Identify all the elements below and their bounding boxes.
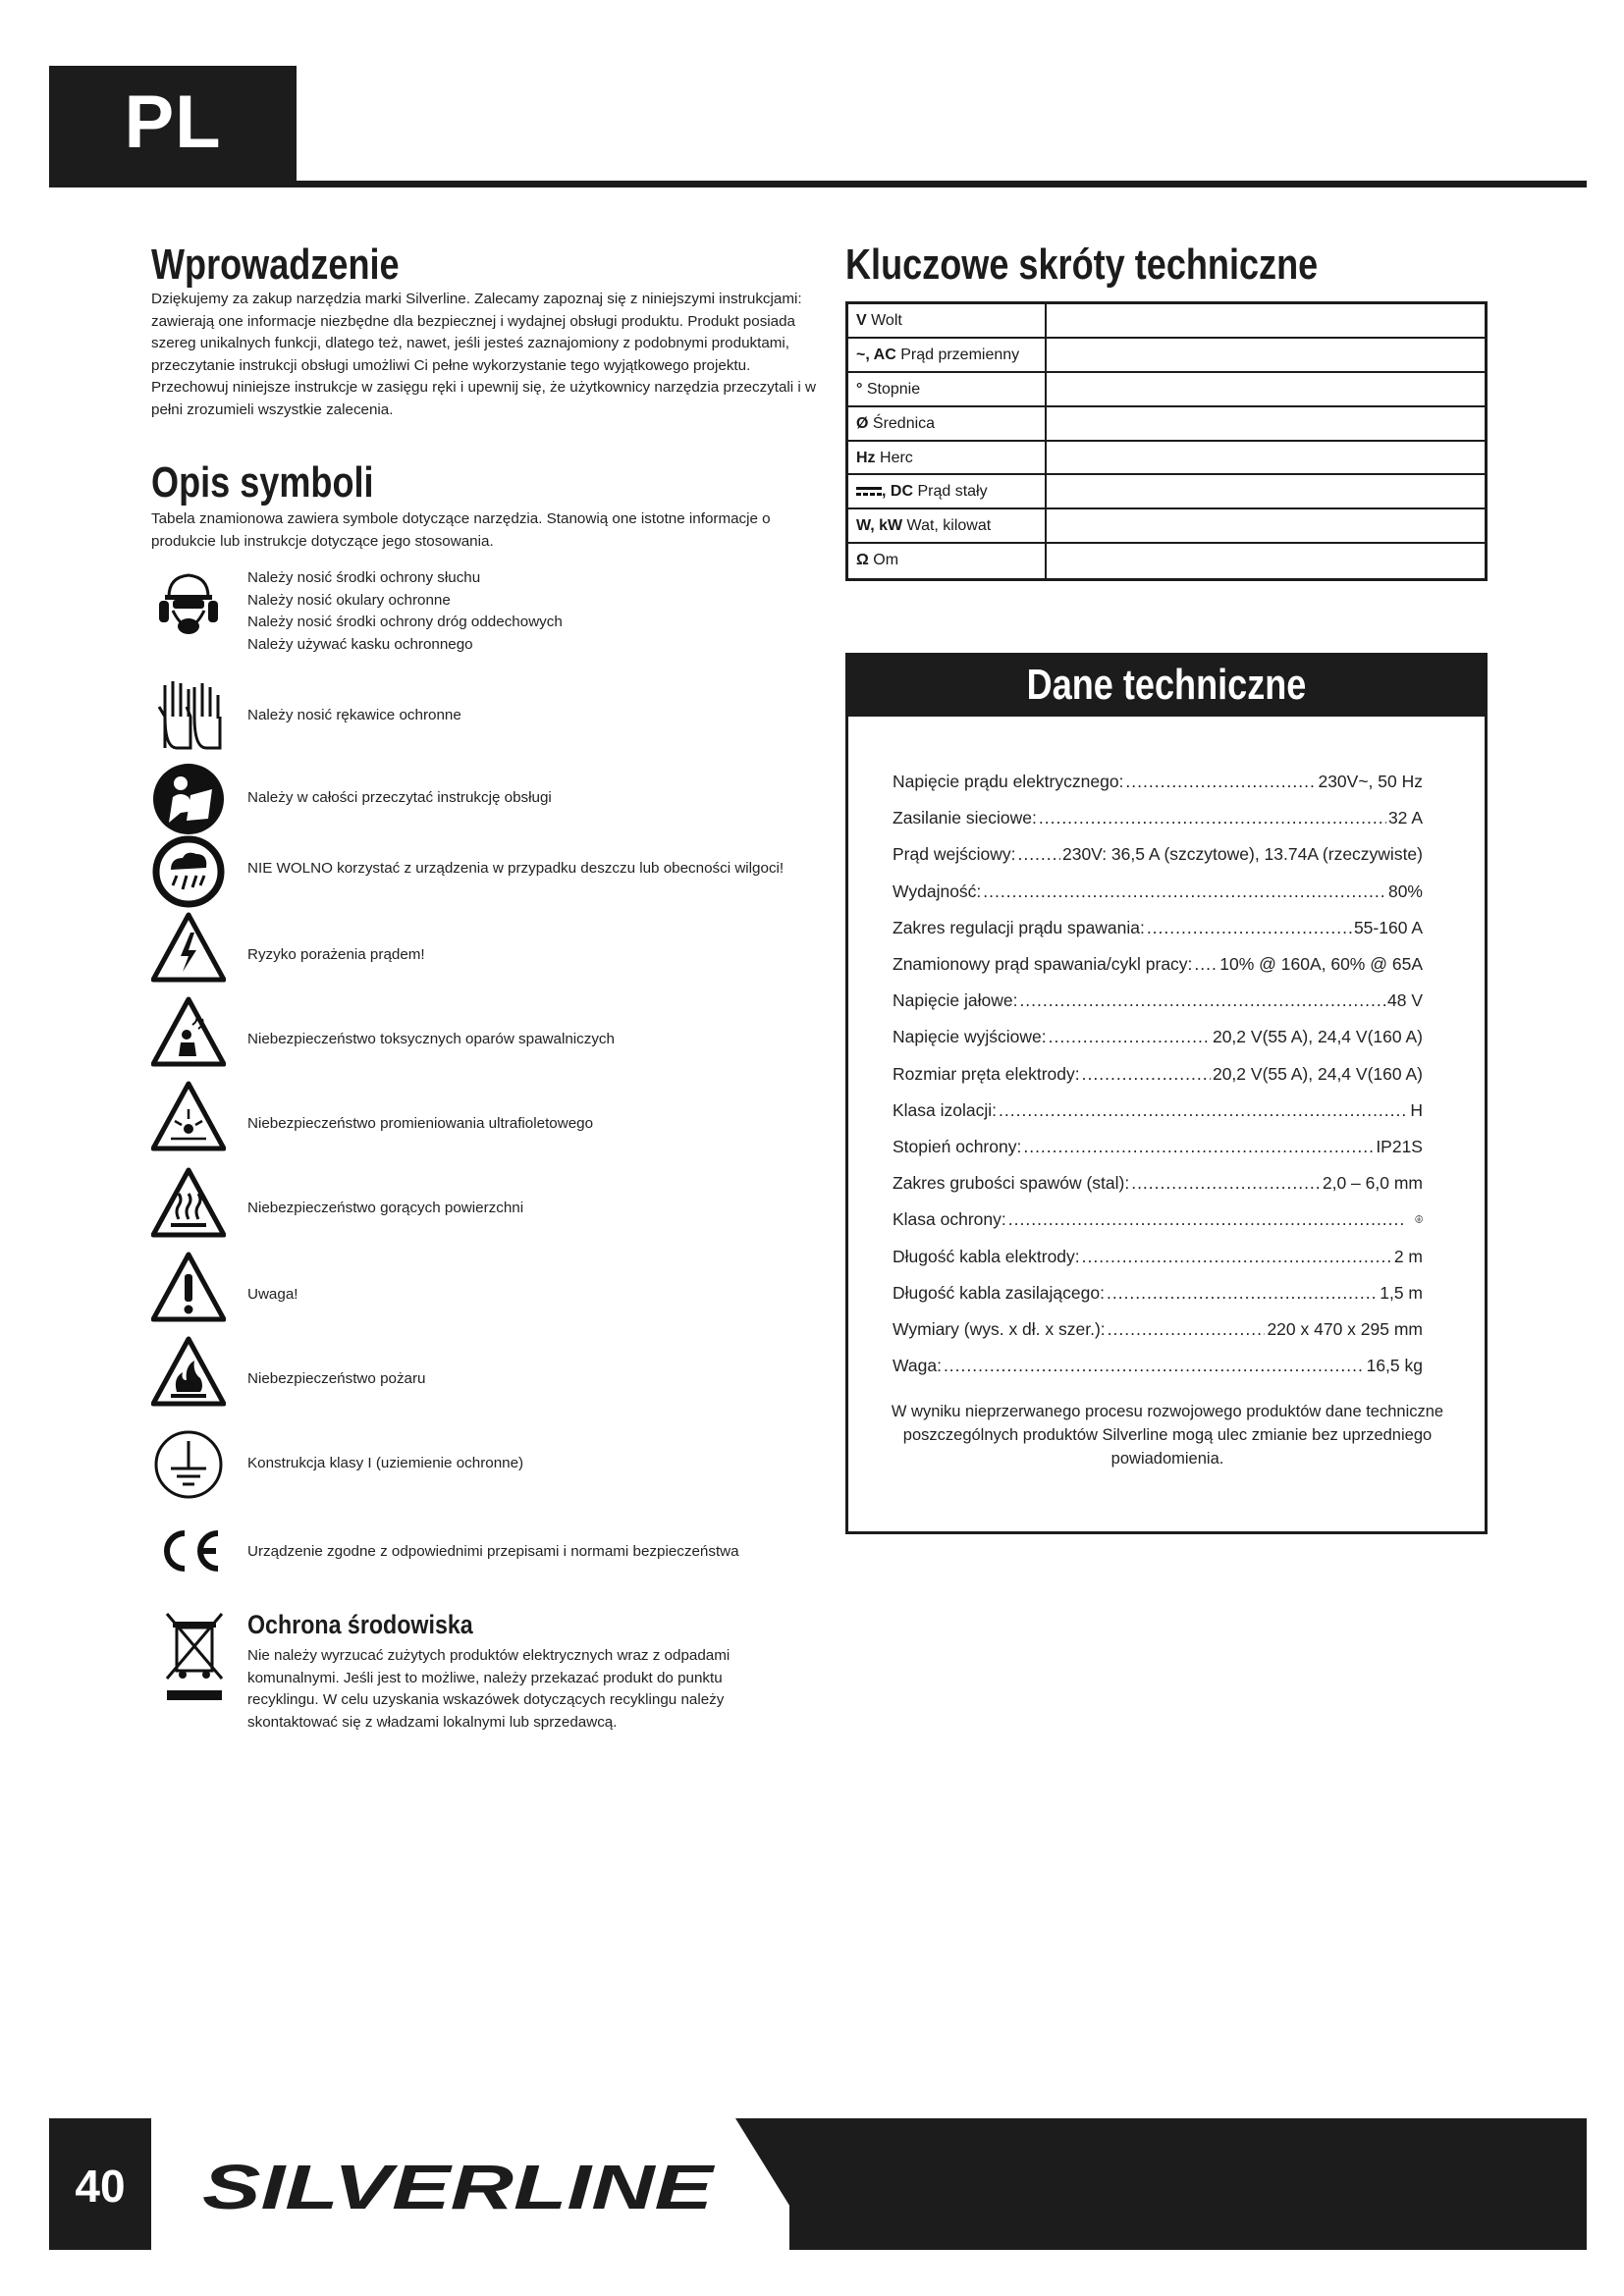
gloves-icon <box>151 677 226 752</box>
spec-row: Wydajność: ..... 80% <box>893 880 1423 903</box>
language-badge <box>49 66 297 187</box>
spec-row: Zakres grubości spawów (stal): ..... 2,0 – 6,0 mm <box>893 1171 1423 1195</box>
brand-logo-panel <box>161 2118 789 2250</box>
weee-bin-icon <box>163 1610 226 1704</box>
table-row: ~, AC Prąd przemienny <box>848 339 1485 373</box>
uv-radiation-icon <box>151 1080 226 1154</box>
table-row: W, kW Wat, kilowat <box>848 509 1485 544</box>
tech-note: W wyniku nieprzerwanego procesu rozwojowego produktów dane techniczne poszczególnych produktów Silverline mogą ulec zmianie bez uprzedniego powiadomienia. <box>891 1403 1444 1468</box>
footer-bar <box>49 2118 1587 2250</box>
fire-icon <box>151 1335 226 1410</box>
electric-shock-icon <box>151 911 226 986</box>
spec-row: Stopień ochrony: ..... IP21S <box>893 1135 1423 1158</box>
table-row: Hz Herc <box>848 442 1485 476</box>
intro-paragraph: Dziękujemy za zakup narzędzia marki Silverline. Zalecamy zapoznaj się z niniejszymi instrukcjami: zawierają one informacje niezbędne dla bezpiecznej i wydajnej obsługi produktu. Produkt posiada szereg unikalnych funkcji, dlatego też, nawet, jeśli jesteś zaznajomiony z podobnymi produktami, przeczytanie instrukcji obsługi umożliwi Ci pełne wykorzystanie tego wyjątkowego projektu. Przechowuj niniejsze instrukcje w zasięgu ręki i upewnij się, że użytkownicy narzędzia przeczytali i w pełni zrozumieli wszystkie zalecenia. <box>151 291 816 418</box>
spec-row: Znamionowy prąd spawania/cykl pracy: ..... 10% @ 160A, 60% @ 65A <box>893 952 1423 976</box>
spec-row: Długość kabla elektrody: ..... 2 m <box>893 1245 1423 1268</box>
toxic-fumes-icon <box>151 995 226 1070</box>
header-rule <box>49 181 1587 187</box>
spec-row: Zasilanie sieciowe: ..... 32 A <box>893 806 1423 829</box>
table-row: Ω Om <box>848 544 1485 578</box>
abbreviations-table <box>845 301 1488 581</box>
tech-data-header <box>848 656 1485 717</box>
environment-paragraph: Nie należy wyrzucać zużytych produktów elektrycznych wraz z odpadami komunalnymi. Jeśli jest to możliwe, należy przekazać produkt do punktu recyklingu. W celu uzyskania wskazówek dotyczących recyklingu należy skontaktować się z władzami lokalnymi lub sprzedawcą. <box>247 1647 731 1731</box>
table-row: ° Stopnie <box>848 373 1485 407</box>
spec-row: Napięcie wyjściowe: ..... 20,2 V(55 A), 24,4 V(160 A) <box>893 1025 1423 1048</box>
ce-mark-icon <box>151 1512 226 1586</box>
environment-title: Ochrona środowiska <box>247 1610 473 1639</box>
ppe-head-icon <box>151 567 226 642</box>
dc-symbol-icon <box>856 486 882 498</box>
spec-row: Wymiary (wys. x dł. x szer.): ..... 220 x 470 x 295 mm <box>893 1317 1423 1341</box>
tech-data-title: Dane techniczne <box>1026 661 1307 709</box>
silverline-logo <box>161 2118 789 2250</box>
read-manual-icon <box>151 762 226 836</box>
protective-earth-icon <box>151 1427 226 1502</box>
tech-data-box <box>845 653 1488 1534</box>
abbreviations-title: Kluczowe skróty techniczne <box>845 240 1319 289</box>
symbols-title: Opis symboli <box>151 458 374 507</box>
spec-row: Rozmiar pręta elektrody: ..... 20,2 V(55 A), 24,4 V(160 A) <box>893 1062 1423 1086</box>
spec-row: Klasa izolacji: ..... H <box>893 1098 1423 1122</box>
table-row: Ø Średnica <box>848 407 1485 442</box>
language-code: PL <box>124 80 222 164</box>
warning-icon <box>151 1251 226 1325</box>
hot-surface-icon <box>151 1166 226 1241</box>
spec-row: Napięcie jałowe: ..... 48 V <box>893 988 1423 1012</box>
spec-row: Napięcie prądu elektrycznego: ..... 230V~, 50 Hz <box>893 770 1423 793</box>
spec-row: Zakres regulacji prądu spawania: ..... 55-160 A <box>893 916 1423 939</box>
page-number: 40 <box>75 2161 126 2212</box>
svg-text:SILVERLINE: SILVERLINE <box>202 2152 717 2222</box>
table-row: V Wolt <box>848 304 1485 339</box>
protective-earth-icon <box>1415 1207 1423 1231</box>
spec-row: Waga: ..... 16,5 kg <box>893 1354 1423 1377</box>
spec-row: Prąd wejściowy: ..... 230V: 36,5 A (szczytowe), 13.74A (rzeczywiste) <box>893 842 1423 866</box>
spec-row: Długość kabla zasilającego: ..... 1,5 m <box>893 1281 1423 1305</box>
table-row: , DC Prąd stały <box>848 475 1485 509</box>
symbols-intro: Tabela znamionowa zawiera symbole dotyczące narzędzia. Stanowią one istotne informacje o produkcie lub instrukcje dotyczące jego stosowania. <box>151 510 771 550</box>
intro-title: Wprowadzenie <box>151 240 400 289</box>
spec-row: Klasa ochrony: ..... <box>893 1207 1423 1231</box>
no-rain-icon <box>151 834 226 909</box>
